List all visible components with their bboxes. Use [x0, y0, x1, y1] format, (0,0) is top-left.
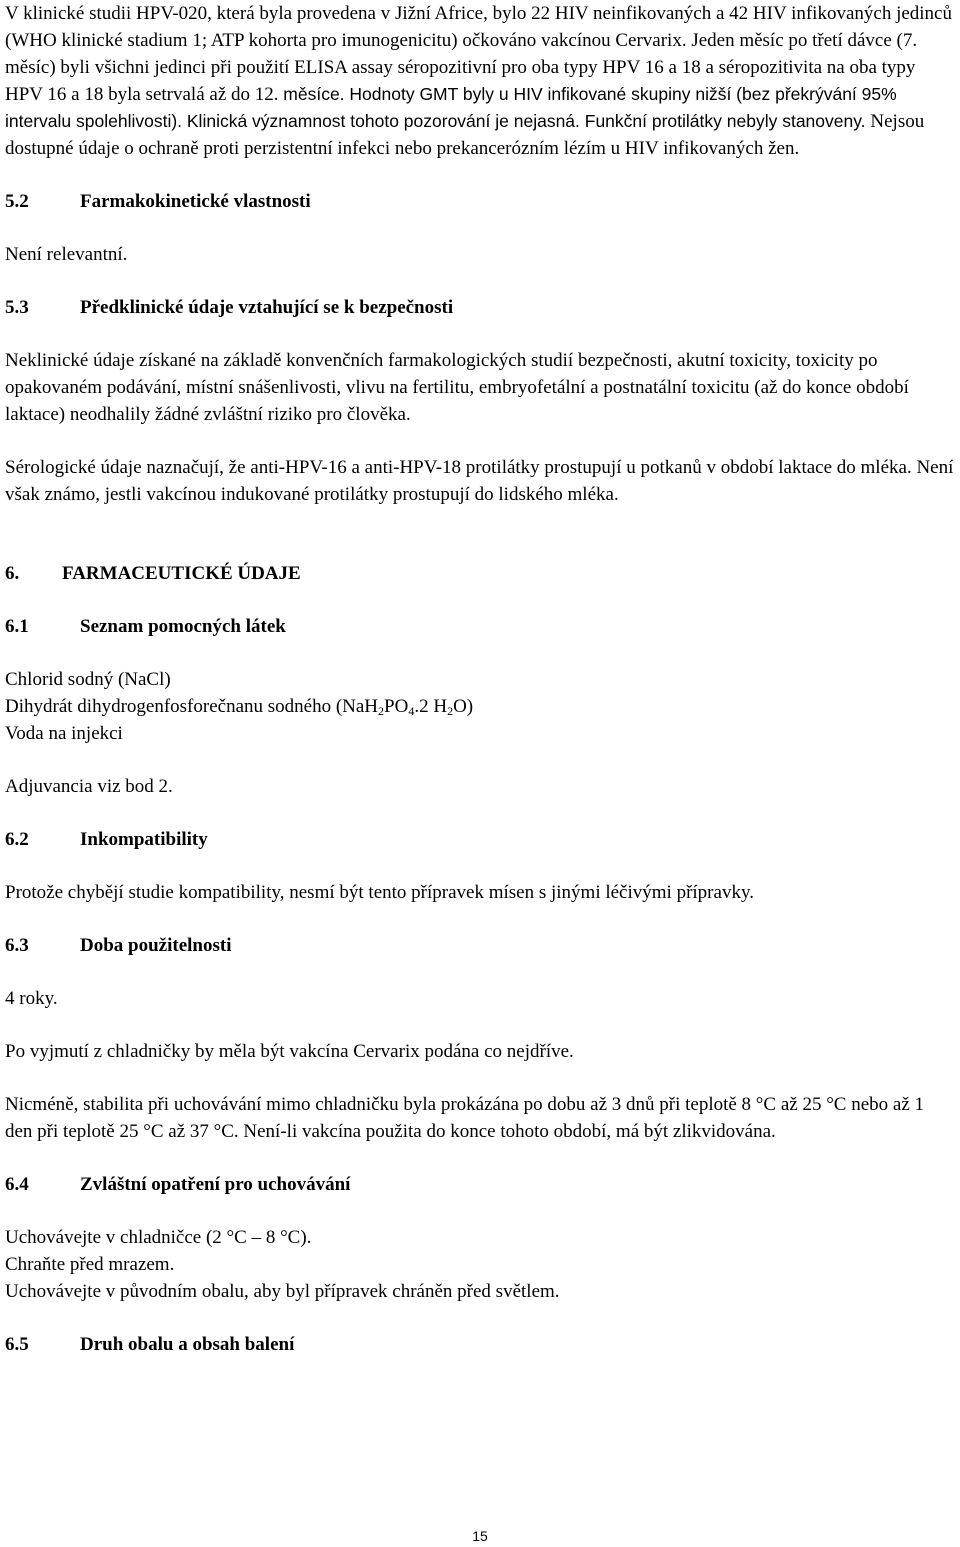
excipient-2-text-a: Dihydrát dihydrogenfosforečnanu sodného (NaH — [5, 696, 379, 717]
storage-line-1: Uchovávejte v chladničce (2 °C – 8 °C). — [5, 1227, 312, 1248]
document-page — [5, 0, 955, 1358]
excipient-2-text-b: PO — [384, 696, 409, 717]
section-6-number: 6. — [5, 563, 20, 584]
section-6-2-text: Protože chybějí studie kompatibility, nesmí být tento přípravek mísen s jinými léčivými přípravky. — [5, 882, 754, 903]
section-5-3-title: Předklinické údaje vztahující se k bezpečnosti — [80, 297, 454, 318]
section-6-3-number: 6.3 — [5, 935, 29, 956]
section-6-3-paragraph-1: 4 roky. — [5, 988, 58, 1009]
excipient-3: Voda na injekci — [5, 723, 123, 744]
section-6-4-number: 6.4 — [5, 1174, 29, 1195]
excipient-2-sub-1: 2 — [378, 704, 385, 718]
adjuvant-note: Adjuvancia viz bod 2. — [5, 776, 173, 797]
section-5-2-heading — [5, 188, 955, 215]
excipient-2-text-d: O) — [453, 696, 474, 717]
section-5-3-paragraph-2: Sérologické údaje naznačují, že anti-HPV-16 a anti-HPV-18 protilátky prostupují u potkanů v období laktace do mléka. Není však známo, jestli vakcínou indukované protilátky prostupují do lidského mléka. — [5, 457, 954, 505]
intro-text-part-1: V klinické studii HPV-020, která byla provedena v Jižní Africe, bylo 22 HIV neinfikovaných a 42 HIV infikovaných jedinců (WHO klinické stadium 1; ATP kohorta pro imunogenicitu) očkováno vakcínou Cervarix. Jeden měsíc po třetí dávce (7. měsíc) byli všichni jedinci při použití ELISA assay séropozitivní pro oba typy HPV 16 a 18 a séropozitivita na oba typy HPV 16 a 18 byla setrvalá až do 12. — [5, 3, 952, 105]
storage-line-2: Chraňte před mrazem. — [5, 1254, 175, 1275]
excipient-2-text-c: .2 H — [414, 696, 448, 717]
section-6-2-heading — [5, 826, 955, 853]
excipient-2-sub-3: 2 — [447, 704, 454, 718]
section-6-title: FARMACEUTICKÉ ÚDAJE — [62, 563, 301, 584]
section-6-3-paragraph-3: Nicméně, stabilita při uchovávání mimo chladničku byla prokázána po dobu až 3 dnů při teplotě 8 °C až 25 °C nebo až 1 den při teplotě 25 °C až 37 °C. Není-li vakcína použita do konce tohoto období, má být zlikvidována. — [5, 1094, 925, 1142]
section-6-1-number: 6.1 — [5, 616, 29, 637]
section-6-3-paragraph-2: Po vyjmutí z chladničky by měla být vakcína Cervarix podána co nejdříve. — [5, 1041, 574, 1062]
excipient-1: Chlorid sodný (NaCl) — [5, 669, 171, 690]
section-6-1-title: Seznam pomocných látek — [80, 616, 286, 637]
section-6-3-title: Doba použitelnosti — [80, 935, 232, 956]
section-6-4-title: Zvláštní opatření pro uchovávání — [80, 1174, 351, 1195]
excipient-2-sub-2: 4 — [408, 704, 415, 718]
section-6-5-heading — [5, 1331, 955, 1358]
section-6-2-title: Inkompatibility — [80, 829, 208, 850]
page-number: 15 — [472, 1528, 488, 1544]
section-6-4-heading — [5, 1171, 955, 1198]
section-6-5-title: Druh obalu a obsah balení — [80, 1334, 295, 1355]
intro-paragraph — [5, 0, 955, 162]
section-5-2-text: Není relevantní. — [5, 244, 128, 265]
section-5-3-heading — [5, 294, 955, 321]
section-6-1-heading — [5, 613, 955, 640]
storage-line-3: Uchovávejte v původním obalu, aby byl přípravek chráněn před světlem. — [5, 1281, 560, 1302]
intro-text-part-2: měsíce. Hodnoty GMT byly u HIV infikované skupiny nižší (bez překrývání 95% intervalu spolehlivosti). Klinická významnost tohoto pozorování je nejasná. Funkční protilátky nebyly stanoveny. — [5, 84, 897, 131]
section-6-heading — [5, 560, 955, 587]
intro-text-part-3: Nejsou dostupné údaje o ochraně proti perzistentní infekci nebo prekancerózním lézím u HIV infikovaných žen. — [5, 111, 925, 159]
section-6-5-number: 6.5 — [5, 1334, 29, 1355]
section-5-2-number: 5.2 — [5, 191, 29, 212]
section-6-2-number: 6.2 — [5, 829, 29, 850]
section-5-3-paragraph-1: Neklinické údaje získané na základě konvenčních farmakologických studií bezpečnosti, akutní toxicity, toxicity po opakovaném podávání, místní snášenlivosti, vlivu na fertilitu, embryofetální a postnatální toxicitu (až do konce období laktace) neodhalily žádné zvláštní riziko pro člověka. — [5, 350, 909, 425]
section-5-3-number: 5.3 — [5, 297, 29, 318]
excipient-2 — [5, 693, 955, 720]
section-5-2-title: Farmakokinetické vlastnosti — [80, 191, 311, 212]
section-6-3-heading — [5, 932, 955, 959]
